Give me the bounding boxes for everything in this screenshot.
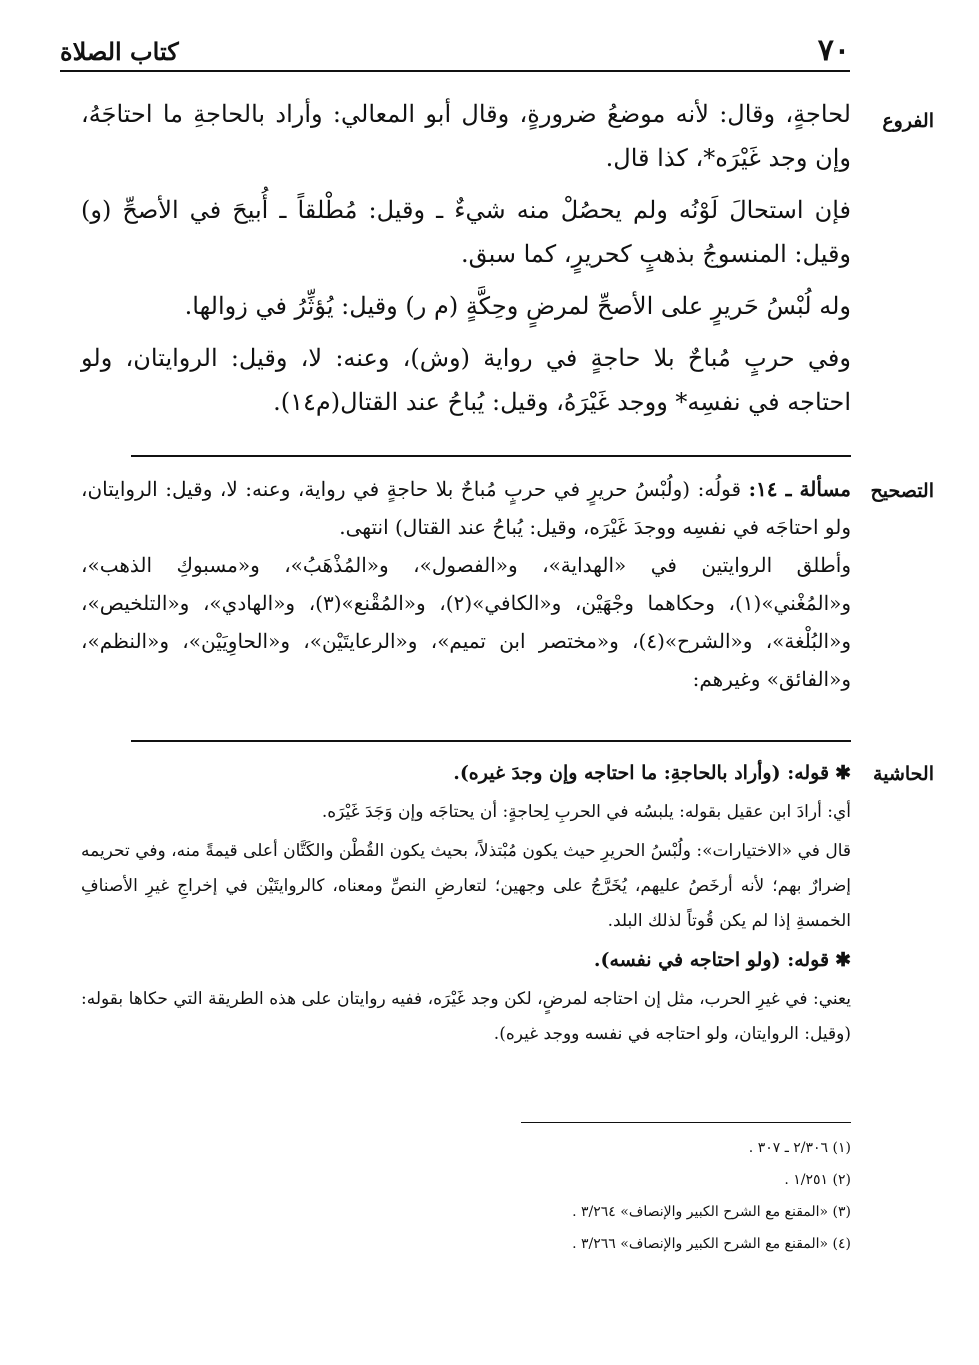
page-number: ٧٠ — [817, 33, 850, 68]
furu-paragraph: لحاجةٍ، وقال: لأنه موضعُ ضرورةٍ، وقال أبو المعالي: وأراد بالحاجةِ ما احتاجَهُ، وإن وجد غَيْرَه*، كذا قال. — [81, 100, 851, 172]
asterisk-icon: ✱ — [835, 949, 851, 971]
footnote: (١) ٢/٣٠٦ ـ ٣٠٧ . — [748, 1140, 851, 1156]
footnote-divider — [521, 1122, 851, 1123]
hashiya-paragraph: يعني: في غيرِ الحرب، مثل إن احتاجه لمرضٍ، لكن وجد غَيْرَه، ففيه روايتان على هذه الطريقة التي حكاها بقوله: (وقيل: الروايتان، ولو احتاجه في نفسه ووجد غيره). — [81, 989, 851, 1044]
section-label-furu: الفروع — [882, 110, 934, 132]
tashih-text: قولُه: (ولُبْسُ حريرٍ في حربٍ مُباحٌ بلا حاجةٍ في رواية، وعنه: لا، وقيل: الروايتان، ولو احتاجَه في نفسِه ووجدَ غَيْرَه، وقيل: يُباحُ عند القتال) انتهى. — [81, 477, 851, 539]
tashih-section — [81, 470, 851, 698]
footnote: (٢) ١/٢٥١ . — [784, 1172, 851, 1188]
asterisk-icon: ✱ — [835, 762, 851, 784]
section-label-tashih: التصحيح — [870, 480, 934, 502]
footnote: (٣) «المقنع مع الشرح الكبير والإنصاف» ٣/٢٦٤ . — [572, 1204, 851, 1220]
furu-section — [81, 92, 851, 432]
book-title: كتاب الصلاة — [60, 37, 179, 66]
page-header — [60, 30, 850, 72]
tashih-paragraph — [81, 470, 851, 546]
section-divider — [131, 455, 851, 457]
furu-paragraph: وفي حربٍ مُباحٌ بلا حاجةٍ في رواية (وش)، وعنه: لا، وقيل: الروايتان، ولو احتاجه في نفسِه* ووجد غَيْرَهُ، وقيل: يُباحُ عند القتال(م١٤). — [81, 344, 851, 416]
hashiya-paragraph: أي: أرادَ ابن عقيل بقوله: يلبسُه في الحربِ لِحاجةٍ: أن يحتاجَه وإن وَجَدَ غَيْرَه. — [321, 802, 851, 822]
hashiya-section — [81, 756, 851, 1056]
hashiya-quote: ✱قوله: (وأراد بالحاجةِ: ما احتاجه وإن وجدَ غيره). — [453, 762, 851, 784]
footnotes — [81, 1132, 851, 1260]
hashiya-paragraph: قال في «الاختيارات»: ولُبْسُ الحريرِ حيث يكون مُبْتذلاً، بحيث يكون القُطْن والكَتَّان أعلى قيمةً منه، وفي تحريمه إضرارٌ بهم؛ لأنه أرخَصُ عليهم، يُخَرَّجُ على وجهين؛ لتعارضِ النصِّ ومعناه، كالروايتَيْن في إخراجِ غيرِ الأصنافِ الخمسةِ إذا لم يكن قُوتاً لذلك البلد. — [81, 841, 851, 931]
section-divider — [131, 740, 851, 742]
masala-title: مسألة ـ ١٤: — [748, 477, 852, 501]
furu-paragraph: فإن استحالَ لَوْنُه ولم يحصُلْ منه شيءٌ ـ وقيل: مُطْلقاً ـ أُبيحَ في الأصحِّ (و) وقيل: المنسوجُ بذهبٍ كحريرٍ، كما سبق. — [81, 196, 851, 268]
section-label-hashiya: الحاشية — [873, 763, 934, 785]
footnote: (٤) «المقنع مع الشرح الكبير والإنصاف» ٣/٢٦٦ . — [572, 1236, 851, 1252]
furu-paragraph: وله لُبْسُ حَريرٍ على الأصحِّ لمرضٍ وحِكَّةٍ (م ر) وقيل: يُؤثِّرُ في زوالها. — [184, 292, 851, 320]
hashiya-quote: ✱قوله: (ولو احتاجه في نفسه). — [593, 949, 851, 971]
tashih-paragraph: وأطلق الروايتين في «الهداية»، و«الفصول»، و«المُذْهَبُ»، و«مسبوكِ الذهب»، و«المُغْني»(١)، وحكاهما وجْهَيْن، و«الكافي»(٢)، و«المُقْنع»(٣)، و«الهادي»، و«التلخيص»، و«البُلْغة»، و«الشرح»(٤)، و«مختصر ابن تميم»، و«الرعايتَيْن»، و«الحاوِيَيْن»، و«النظم»، و«الفائق» وغيرهم: — [81, 553, 852, 691]
